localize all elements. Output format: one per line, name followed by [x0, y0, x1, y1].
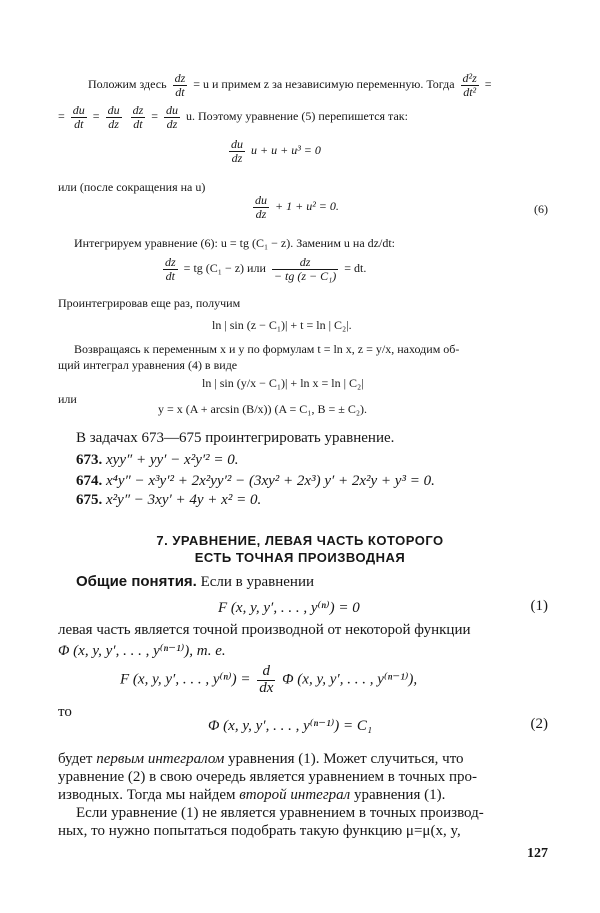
numerator: dz — [272, 256, 338, 270]
fraction — [173, 72, 188, 98]
text-fragment: u. Поэтому уравнение (5) перепишется так: — [186, 108, 408, 123]
equation: ln | sin (z − C₁)| + t = ln | C₂|. — [212, 318, 352, 332]
fraction — [461, 72, 479, 98]
fraction — [253, 194, 269, 220]
text-fragment: = — [58, 108, 65, 123]
text-fragment: = — [92, 108, 100, 123]
emphasis-text: второй интеграл — [239, 787, 351, 803]
denominator: dz — [231, 150, 243, 165]
equation-number: (2) — [530, 716, 548, 732]
text-line — [58, 104, 408, 130]
fraction — [163, 256, 178, 282]
fraction — [164, 104, 180, 130]
problem-equation: x⁴y″ − x³y′² + 2x²yy′² − (3xy² + 2x³) y′ + 2x²y + y³ = 0. — [106, 473, 435, 489]
text-fragment: = u и примем z за независимую переменную. Тогда — [193, 76, 455, 91]
problem-item — [76, 473, 435, 490]
denominator: dt — [165, 268, 175, 283]
text-fragment: уравнения (1). Может случиться, что — [228, 751, 464, 767]
equation — [226, 138, 321, 164]
denominator: − tg (z − C₁) — [273, 268, 337, 283]
problem-equation: xyy″ + yy′ − x²y′² = 0. — [106, 452, 239, 468]
denominator: dz — [166, 116, 178, 131]
text-line: Интегрируем уравнение (6): u = tg (C₁ − z). Заменим u на dz/dt: — [74, 236, 395, 250]
paragraph-line — [58, 787, 445, 804]
text-line: щий интеграл уравнения (4) в виде — [58, 358, 238, 372]
paragraph-line — [58, 751, 464, 768]
text-line: Проинтегрировав еще раз, получим — [58, 296, 241, 310]
equation-number: (6) — [534, 202, 548, 216]
equation — [120, 664, 417, 697]
equation-body: Φ (x, y, y′, . . . , y⁽ⁿ⁻¹⁾), — [282, 671, 418, 688]
equation — [250, 194, 339, 220]
page-number: 127 — [527, 846, 548, 861]
problem-number: 674. — [76, 473, 103, 489]
denominator: dx — [259, 679, 274, 696]
run-in-heading: Общие понятия. — [76, 573, 197, 590]
text-fragment: = — [151, 108, 159, 123]
equation-body: u + u + u³ = 0 — [251, 142, 321, 157]
problems-intro: В задачах 673—675 проинтегрировать уравнение. — [76, 430, 395, 446]
numerator: dz — [165, 255, 176, 269]
numerator: d²z — [462, 71, 477, 85]
paragraph-line: Если уравнение (1) не является уравнением в точных производ- — [76, 805, 484, 821]
problem-item — [76, 492, 261, 509]
equation-number: (1) — [530, 598, 548, 614]
paragraph-line — [76, 573, 314, 591]
fraction — [71, 104, 87, 130]
equation-body: + 1 + u² = 0. — [275, 198, 339, 213]
fraction — [229, 138, 245, 164]
text-line: или (после сокращения на u) — [58, 180, 206, 194]
problem-equation: x²y″ − 3xy′ + 4y + x² = 0. — [106, 492, 262, 508]
section-heading: ЕСТЬ ТОЧНАЯ ПРОИЗВОДНАЯ — [194, 550, 406, 565]
section-heading: 7. УРАВНЕНИЕ, ЛЕВАЯ ЧАСТЬ КОТОРОГО — [156, 533, 444, 548]
numerator: dz — [132, 103, 144, 117]
equation-body: = dt. — [344, 260, 367, 275]
fraction — [272, 256, 338, 282]
paragraph-line: левая часть является точной производной от некоторой функции — [58, 622, 471, 638]
numerator: dz — [174, 71, 186, 85]
denominator: dt² — [463, 84, 477, 99]
equation: Φ (x, y, y′, . . . , y⁽ⁿ⁻¹⁾) = C₁ — [208, 718, 373, 734]
text-fragment: будет — [58, 751, 93, 767]
text-line: Возвращаясь к переменным x и y по формулам t = ln x, z = y/x, находим об- — [74, 342, 460, 356]
numerator: d — [257, 664, 275, 681]
numerator: du — [107, 103, 120, 117]
paragraph-line: Φ (x, y, y′, . . . , y⁽ⁿ⁻¹⁾), т. е. — [58, 643, 226, 659]
equation: F (x, y, y′, . . . , y⁽ⁿ⁾) = 0 — [218, 600, 360, 616]
problem-number: 675. — [76, 492, 103, 508]
equation-body: F (x, y, y′, . . . , y⁽ⁿ⁾) = — [120, 671, 251, 688]
problem-number: 673. — [76, 452, 103, 468]
text-fragment: = — [484, 76, 492, 91]
fraction — [131, 104, 146, 130]
denominator: dt — [175, 84, 185, 99]
text-line — [88, 72, 492, 98]
denominator: dt — [133, 116, 143, 131]
equation: y = x (A + arcsin (B/x)) (A = C₁, B = ± C₂). — [158, 402, 368, 416]
fraction — [257, 664, 275, 697]
paragraph-line: ных, то нужно попытаться подобрать такую функцию μ=μ(x, y, — [58, 823, 461, 839]
numerator: du — [231, 137, 243, 151]
text-fragment: изводных. Тогда мы найдем — [58, 787, 236, 803]
text-fragment: Положим здесь — [88, 76, 167, 91]
paragraph-line: уравнение (2) в свою очередь является уравнением в точных про- — [58, 769, 478, 785]
text-line: или — [58, 392, 77, 406]
denominator: dz — [255, 206, 267, 221]
denominator: dt — [74, 116, 84, 131]
numerator: du — [72, 103, 85, 117]
equation — [160, 256, 366, 282]
equation-body: = tg (C₁ − z) или — [183, 260, 266, 275]
equation: ln | sin (y/x − C₁)| + ln x = ln | C₂| — [202, 376, 364, 390]
numerator: du — [166, 103, 179, 117]
text-fragment: Если в уравнении — [200, 574, 315, 590]
fraction — [106, 104, 122, 130]
denominator: dz — [108, 116, 119, 131]
numerator: du — [255, 193, 267, 207]
text-fragment: уравнения (1). — [353, 787, 446, 803]
problem-item — [76, 452, 239, 469]
emphasis-text: первым интегралом — [96, 751, 225, 767]
paragraph-line: то — [58, 704, 72, 720]
